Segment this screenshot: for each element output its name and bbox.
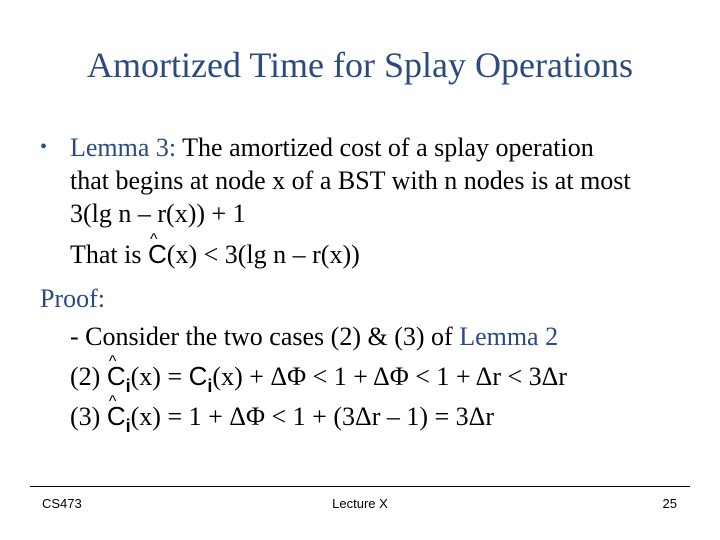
- lemma-text-2: that begins at node x of a BST with n nodes is at most: [70, 166, 631, 195]
- slide-title: Amortized Time for Splay Operations: [87, 45, 633, 85]
- case-3-label: (3): [70, 402, 101, 431]
- case-2-label: (2): [70, 362, 101, 391]
- case-3-rest: (x) = 1 + ΔΦ < 1 + (3Δr – 1) = 3Δr: [130, 402, 495, 431]
- case-3-subscript: i: [125, 416, 131, 436]
- lemma-line-1: [70, 131, 594, 164]
- case-2-mid: (x) =: [130, 362, 183, 391]
- footer-lecture: Lecture X: [332, 496, 388, 511]
- case-2-line: [70, 360, 567, 396]
- lemma-label: Lemma 3:: [70, 133, 177, 162]
- case-2-rest: (x) + ΔΦ < 1 + ΔΦ < 1 + Δr < 3Δr: [212, 362, 568, 391]
- lemma-text-1: The amortized cost of a splay operation: [182, 133, 594, 162]
- lemma-text-3: 3(lg n – r(x)) + 1: [70, 199, 246, 228]
- footer-course: CS473: [42, 496, 82, 511]
- consider-text: - Consider the two cases (2) & (3) of: [70, 322, 453, 351]
- case-3-line: [70, 400, 494, 436]
- lemma-2-ref: Lemma 2: [459, 322, 559, 351]
- footer-divider: [30, 486, 690, 487]
- c-hat-symbol: ^ C: [148, 238, 167, 271]
- footer-page-number: 25: [662, 496, 677, 511]
- bullet-icon: •: [40, 136, 48, 158]
- that-is-line: [70, 238, 360, 271]
- case-3-c-hat: ^ C: [107, 400, 126, 433]
- proof-label: Proof:: [40, 284, 105, 313]
- case-2-subscript: i: [125, 376, 131, 396]
- consider-line: [70, 320, 558, 353]
- case-2-subscript-2: i: [207, 376, 213, 396]
- case-2-c-hat: ^ C: [107, 360, 126, 393]
- that-is-expr: (x) < 3(lg n – r(x)): [166, 240, 360, 269]
- that-is-prefix: That is: [70, 240, 142, 269]
- case-2-c: C: [188, 361, 208, 391]
